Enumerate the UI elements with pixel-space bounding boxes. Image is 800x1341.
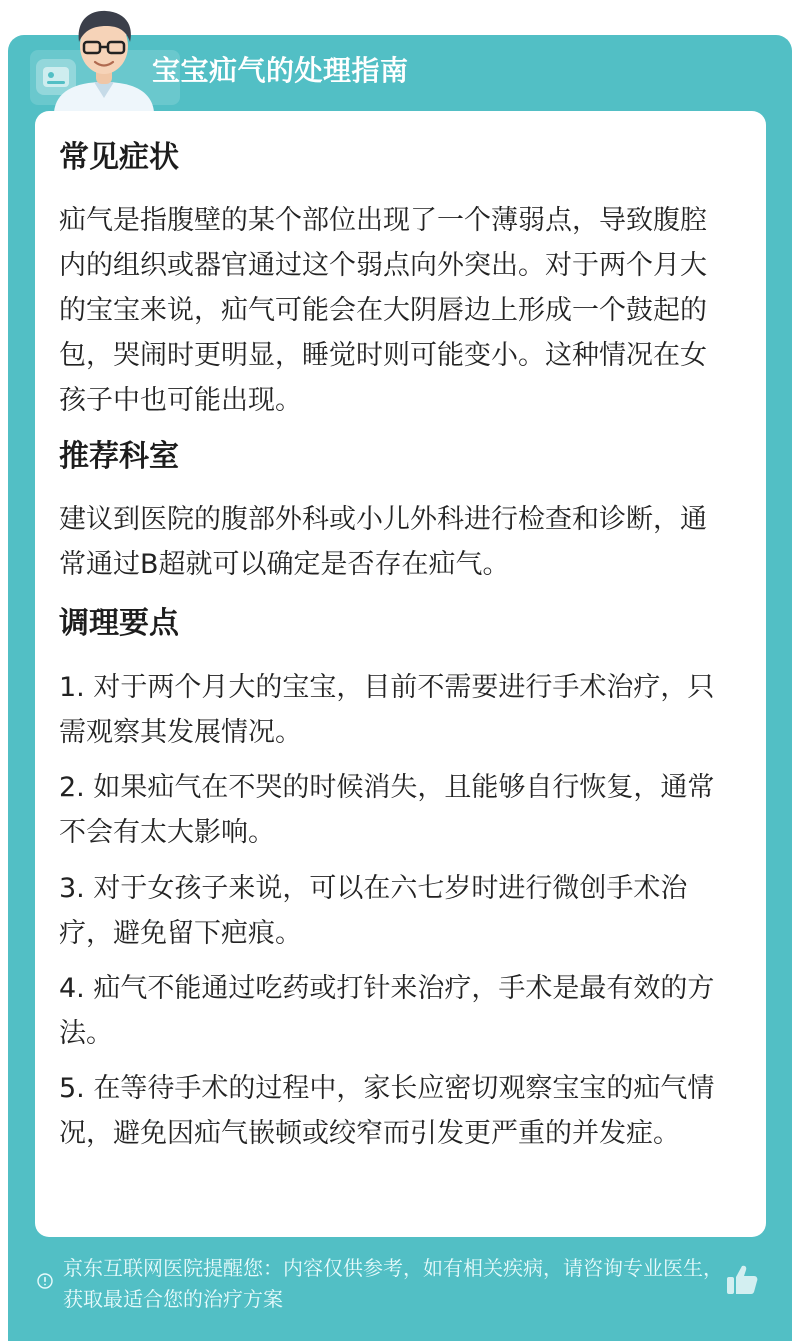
section-text-symptoms: 疝气是指腹壁的某个部位出现了一个薄弱点，导致腹腔内的组织或器官通过这个弱点向外突出。对于两个月大的宝宝来说，疝气可能会在大阴唇边上形成一个鼓起的包，哭闹时更明显，睡觉时则可能变小。这种情况在女孩子中也可能出现。 [59,205,707,416]
section-heading-care: 调理要点 [59,606,179,641]
care-item-4: 4. 疝气不能通过吃药或打针来治疗，手术是最有效的方法。 [59,973,715,1049]
doctor-avatar [46,2,162,112]
care-item-5: 5. 在等待手术的过程中，家长应密切观察宝宝的疝气情况，避免因疝气嵌顿或绞窄而引发更严重的并发症。 [59,1073,715,1149]
care-item-2: 2. 如果疝气在不哭的时候消失，且能够自行恢复，通常不会有太大影响。 [59,772,715,848]
page-title: 宝宝疝气的处理指南 [152,54,409,87]
info-icon [37,1273,53,1289]
section-text-department: 建议到医院的腹部外科或小儿外科进行检查和诊断，通常通过B超就可以确定是否存在疝气。 [59,504,707,580]
section-heading-symptoms: 常见症状 [59,140,179,175]
section-heading-department: 推荐科室 [59,439,179,474]
thumbs-up-icon[interactable] [724,1262,760,1298]
care-item-1: 1. 对于两个月大的宝宝，目前不需要进行手术治疗，只需观察其发展情况。 [59,672,715,748]
care-item-3: 3. 对于女孩子来说，可以在六七岁时进行微创手术治疗，避免留下疤痕。 [59,873,688,949]
footer-disclaimer: 京东互联网医院提醒您：内容仅供参考，如有相关疾病，请咨询专业医生，获取最适合您的治疗方案 [63,1256,723,1311]
